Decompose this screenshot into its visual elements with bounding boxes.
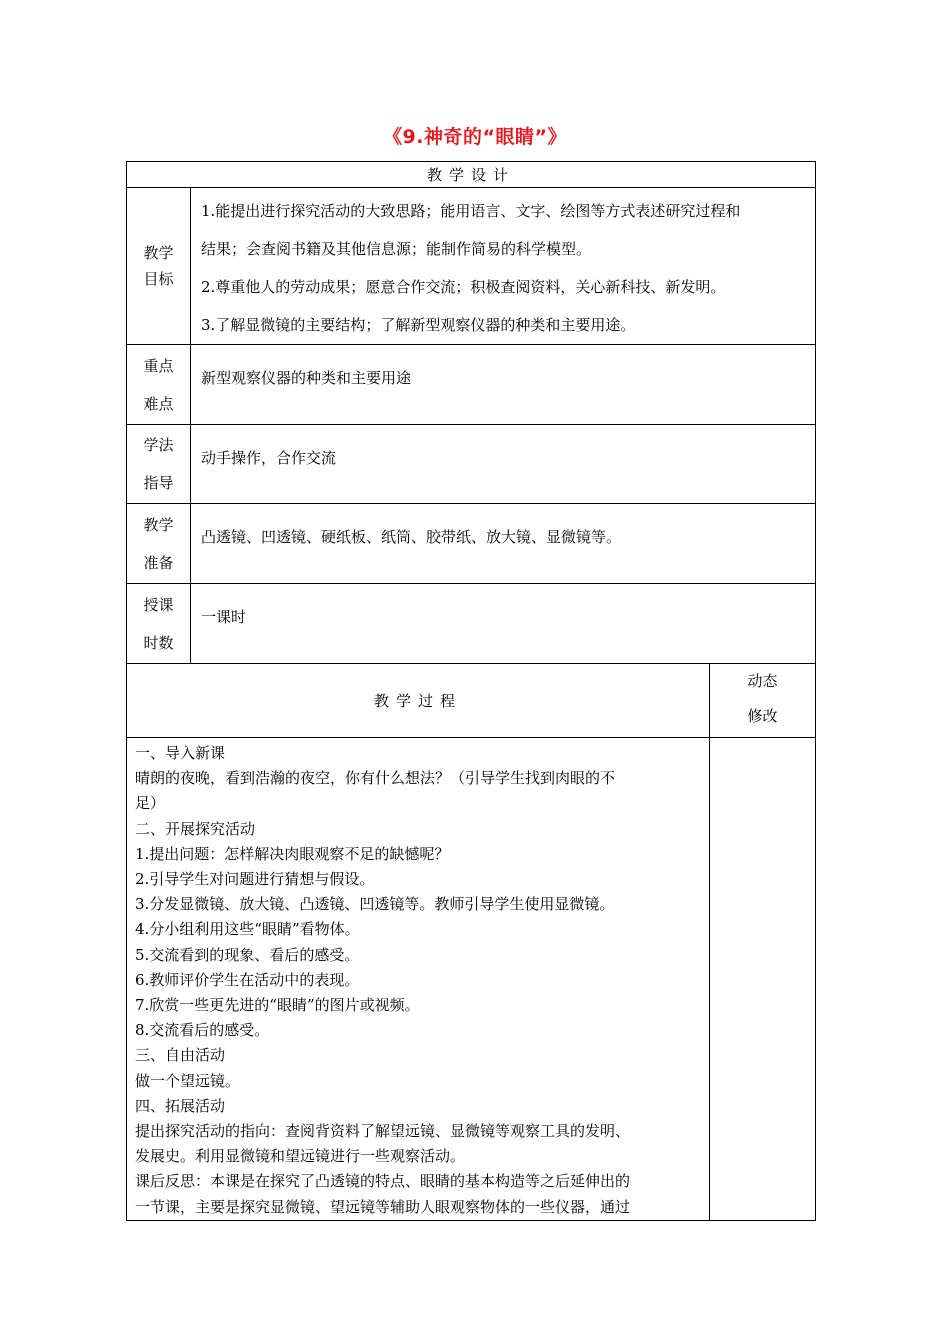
process-line: 晴朗的夜晚，看到浩瀚的夜空，你有什么想法？（引导学生找到肉眼的不 <box>135 769 616 788</box>
process-line: 一节课，主要是探究显微镜、望远镜等辅助人眼观察物体的一些仪器，通过 <box>135 1197 631 1216</box>
process-line: 8.交流看后的感受。 <box>135 1021 270 1040</box>
process-line: 四、拓展活动 <box>135 1096 226 1115</box>
hours-content: 一课时 <box>191 584 816 664</box>
key-points-label: 重点 难点 <box>127 345 191 425</box>
process-line: 做一个望远镜。 <box>135 1071 241 1090</box>
methods-content: 动手操作，合作交流 <box>191 425 816 504</box>
objective-line: 2.尊重他人的劳动成果；愿意合作交流；积极查阅资料，关心新科技、新发明。 <box>201 278 726 296</box>
process-line: 3.分发显微镜、放大镜、凸透镜、凹透镜等。教师引导学生使用显微镜。 <box>135 895 615 914</box>
objective-line: 1.能提出进行探究活动的大致思路；能用语言、文字、绘图等方式表述研究过程和 <box>201 202 741 220</box>
process-line: 6.教师评价学生在活动中的表现。 <box>135 970 360 989</box>
preparation-content: 凸透镜、凹透镜、硬纸板、纸筒、胶带纸、放大镜、显微镜等。 <box>191 504 816 584</box>
objective-line: 3.了解显微镜的主要结构；了解新型观察仪器的种类和主要用途。 <box>201 316 636 334</box>
process-line: 4.分小组利用这些“眼睛”看物体。 <box>135 920 360 939</box>
process-line: 课后反思：本课是在探究了凸透镜的特点、眼睛的基本构造等之后延伸出的 <box>135 1172 631 1191</box>
dynamic-edit-cell <box>710 738 816 1221</box>
preparation-label: 教学 准备 <box>127 504 191 584</box>
dynamic-edit-header: 动态 修改 <box>710 664 816 738</box>
process-content <box>127 738 710 1221</box>
process-line: 5.交流看到的现象、看后的感受。 <box>135 945 360 964</box>
key-points-content: 新型观察仪器的种类和主要用途 <box>191 345 816 425</box>
page-title: 《9.神奇的“眼睛”》 <box>383 126 567 148</box>
objectives-content <box>191 188 816 345</box>
process-line: 7.欣赏一些更先进的“眼睛”的图片或视频。 <box>135 996 420 1015</box>
process-line: 2.引导学生对问题进行猜想与假设。 <box>135 870 375 889</box>
methods-label: 学法 指导 <box>127 425 191 504</box>
objectives-label: 教学 目标 <box>127 188 191 345</box>
design-header: 教学设计 <box>127 162 816 188</box>
process-line: 二、开展探究活动 <box>135 819 256 838</box>
process-line: 一、导入新课 <box>135 744 226 762</box>
objective-line: 结果；会查阅书籍及其他信息源；能制作简易的科学模型。 <box>201 240 592 258</box>
process-header: 教学过程 <box>127 664 710 738</box>
process-line: 发展史。利用显微镜和望远镜进行一些观察活动。 <box>135 1147 466 1166</box>
process-line: 足） <box>135 794 166 813</box>
lesson-plan-table <box>126 161 816 1221</box>
process-line: 1.提出问题：怎样解决肉眼观察不足的缺憾呢？ <box>135 844 450 863</box>
process-line: 提出探究活动的指向：查阅背资料了解望远镜、显微镜等观察工具的发明、 <box>135 1122 631 1141</box>
process-line: 三、自由活动 <box>135 1046 226 1065</box>
hours-label: 授课 时数 <box>127 584 191 664</box>
